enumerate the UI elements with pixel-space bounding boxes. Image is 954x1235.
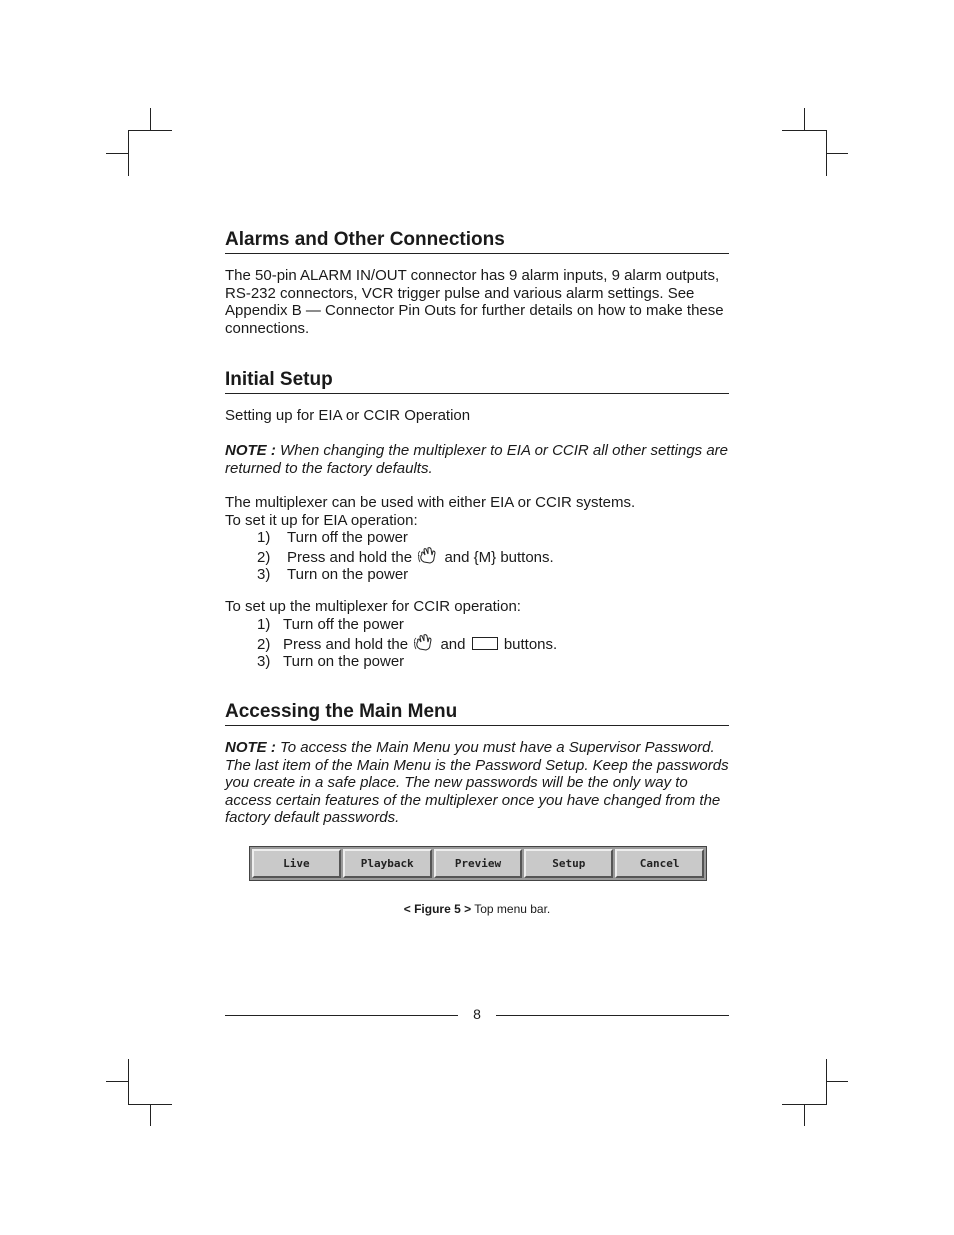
- crop-mark: [804, 108, 805, 130]
- crop-mark: [826, 1081, 848, 1082]
- page-number: 8: [473, 1006, 481, 1022]
- crop-mark: [150, 1104, 151, 1126]
- section-title-main-menu: Accessing the Main Menu: [225, 701, 729, 726]
- crop-mark: [782, 130, 826, 131]
- crop-mark: [106, 153, 128, 154]
- crop-mark: [826, 1059, 827, 1105]
- step-text-post: buttons.: [503, 635, 558, 653]
- list-item: [257, 634, 557, 654]
- ccir-steps: [257, 616, 557, 671]
- list-item: [257, 529, 554, 547]
- step-number: 1): [257, 616, 271, 633]
- list-item: [257, 616, 557, 634]
- footer-rule-right: [496, 1015, 729, 1016]
- crop-mark: [128, 130, 172, 131]
- step-text-post: and {M} buttons.: [444, 548, 554, 566]
- step-number: 1): [257, 529, 271, 546]
- crop-mark: [804, 1104, 805, 1126]
- crop-mark: [826, 153, 848, 154]
- note-label: NOTE :: [225, 442, 276, 459]
- setup-note: [225, 442, 730, 477]
- top-menu-bar: [249, 846, 707, 881]
- figure-label: < Figure 5 >: [403, 902, 472, 916]
- alarms-body: The 50-pin ALARM IN/OUT connector has 9 alarm inputs, 9 alarm outputs, RS-232 connectors, VCR trigger pulse and various alarm settings. See Appendix B — Connector Pin Outs for further details on how to make these connections.: [225, 267, 724, 337]
- ccir-intro: To set up the multiplexer for CCIR operation:: [225, 598, 521, 615]
- crop-mark: [150, 108, 151, 130]
- step-text: Turn on the power: [287, 566, 409, 583]
- step-text: Turn off the power: [287, 529, 408, 546]
- note-text: To access the Main Menu you must have a Supervisor Password. The last item of the Main Menu is the Password Setup. Keep the passwords you create in a safe place. The new passwords will be the only way to access certain features of the multiplexer once you have changed from the factory default passwords.: [225, 739, 729, 826]
- step-number: 3): [257, 566, 271, 583]
- figure-caption: [0, 902, 954, 916]
- step-text: Turn on the power: [283, 653, 405, 670]
- menu-button-setup[interactable]: Setup: [524, 849, 613, 878]
- crop-mark: [106, 1081, 128, 1082]
- menu-button-preview[interactable]: Preview: [434, 849, 523, 878]
- step-text-mid: and: [440, 635, 466, 653]
- step-number: 2): [257, 635, 271, 653]
- eia-line-2: To set it up for EIA operation:: [225, 511, 418, 529]
- step-text-pre: Press and hold the: [287, 548, 413, 566]
- step-text: Turn off the power: [283, 616, 404, 633]
- figure-text: Top menu bar.: [471, 902, 551, 916]
- hand-pointer-icon: [414, 634, 434, 652]
- note-text: When changing the multiplexer to EIA or CCIR all other settings are returned to the factory defaults.: [225, 442, 729, 477]
- footer-rule-left: [225, 1015, 458, 1016]
- setup-intro: Setting up for EIA or CCIR Operation: [225, 407, 471, 424]
- menu-button-playback[interactable]: Playback: [343, 849, 432, 878]
- hand-pointer-icon: [418, 547, 438, 565]
- step-number: 3): [257, 653, 271, 670]
- note-label: NOTE :: [225, 739, 276, 756]
- list-item: [257, 547, 554, 567]
- step-number: 2): [257, 548, 271, 566]
- step-text-pre: Press and hold the: [283, 635, 409, 653]
- main-menu-note: [225, 739, 730, 827]
- crop-mark: [128, 1059, 129, 1105]
- eia-steps: [257, 529, 554, 584]
- list-item: [257, 653, 557, 671]
- crop-mark: [128, 130, 129, 176]
- section-title-initial-setup: Initial Setup: [225, 369, 729, 394]
- eia-intro: [225, 494, 735, 529]
- eia-line-1: The multiplexer can be used with either EIA or CCIR systems.: [225, 494, 636, 511]
- blank-button-icon: [472, 637, 498, 650]
- menu-button-cancel[interactable]: Cancel: [615, 849, 704, 878]
- menu-button-live[interactable]: Live: [252, 849, 341, 878]
- list-item: [257, 566, 554, 584]
- section-title-alarms: Alarms and Other Connections: [225, 229, 729, 254]
